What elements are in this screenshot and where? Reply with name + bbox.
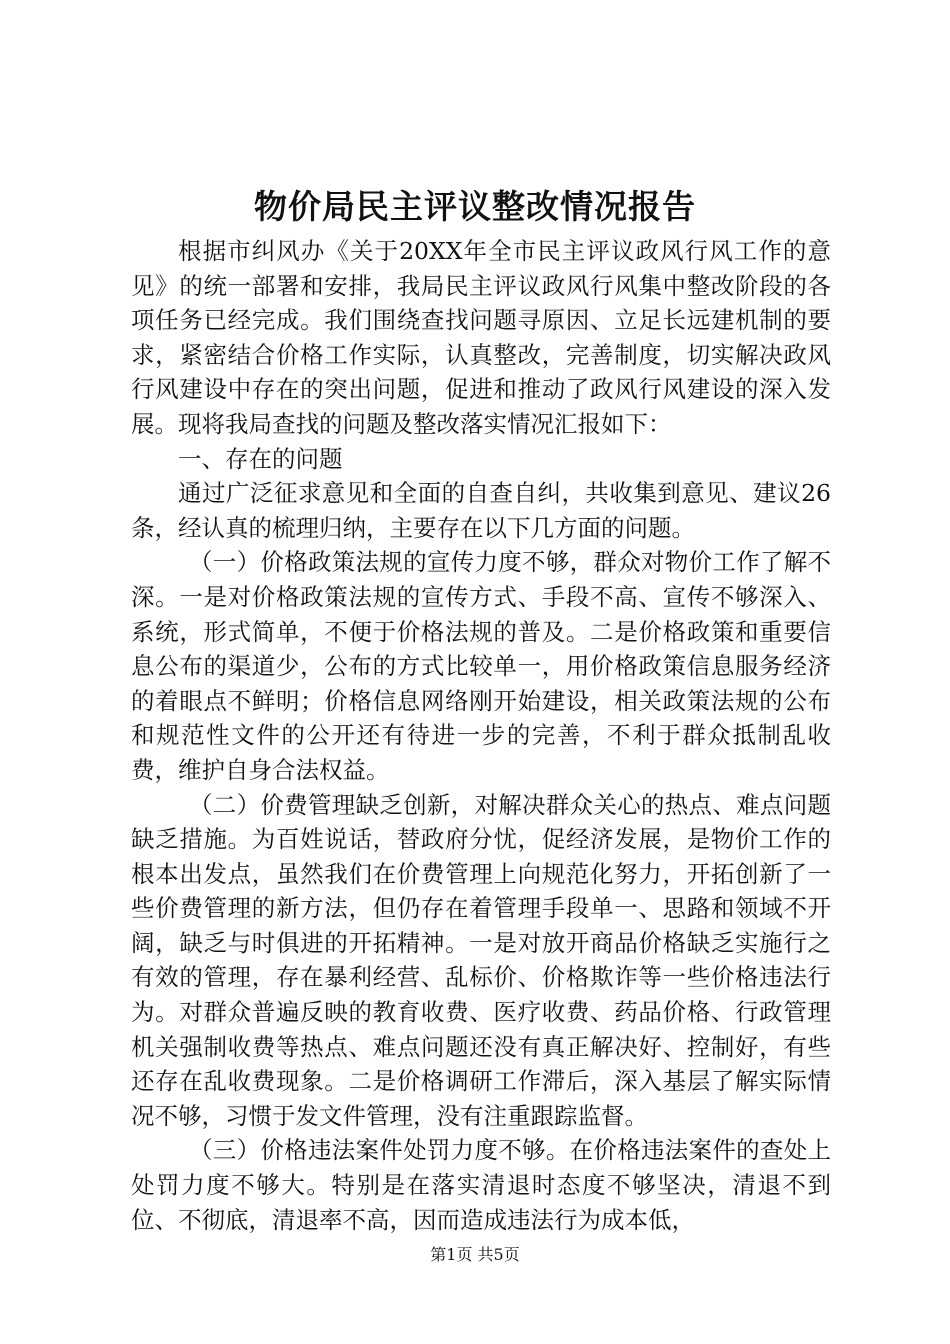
intro-paragraph: 根据市纠风办《关于20XX年全市民主评议政风行风工作的意见》的统一部署和安排，我局民主评议政风行风集中整改阶段的各项任务已经完成。我们围绕查找问题寻原因、立足长远建机制的要求，紧密结合价格工作实际，认真整改，完善制度，切实解决政风行风建设中存在的突出问题，促进和推动了政风行风建设的深入发展。现将我局查找的问题及整改落实情况汇报如下：	[131, 237, 831, 438]
document-title: 物价局民主评议整改情况报告	[254, 187, 696, 226]
document-body	[131, 234, 831, 1237]
problem-paragraph-1: （一）价格政策法规的宣传力度不够，群众对物价工作了解不深。一是对价格政策法规的宣传方式、手段不高、宣传不够深入、系统，形式简单，不便于价格法规的普及。二是价格政策和重要信息公布的渠道少，公布的方式比较单一，用价格政策信息服务经济的着眼点不鲜明；价格信息网络刚开始建设，相关政策法规的公布和规范性文件的公开还有待进一步的完善，不利于群众抵制乱收费，维护自身合法权益。	[131, 548, 831, 784]
page-footer: 第1页 共5页	[430, 1245, 520, 1264]
section-heading-problems: 一、存在的问题	[178, 444, 343, 473]
problem-paragraph-3: （三）价格违法案件处罚力度不够。在价格违法案件的查处上处罚力度不够大。特别是在落实清退时态度不够坚决，清退不到位、不彻底，清退率不高，因而造成违法行为成本低，	[131, 1136, 831, 1234]
problem-paragraph-2: （二）价费管理缺乏创新，对解决群众关心的热点、难点问题缺乏措施。为百姓说话，替政府分忧，促经济发展，是物价工作的根本出发点，虽然我们在价费管理上向规范化努力，开拓创新了一些价费管理的新方法，但仍存在着管理手段单一、思路和领域不开阔，缺乏与时俱进的开拓精神。一是对放开商品价格缺乏实施行之有效的管理，存在暴利经营、乱标价、价格欺诈等一些价格违法行为。对群众普遍反映的教育收费、医疗收费、药品价格、行政管理机关强制收费等热点、难点问题还没有真正解决好、控制好，有些还存在乱收费现象。二是价格调研工作滞后，深入基层了解实际情况不够，习惯于发文件管理，没有注重跟踪监督。	[131, 790, 831, 1130]
summary-paragraph: 通过广泛征求意见和全面的自查自纠，共收集到意见、建议26条，经认真的梳理归纳，主要存在以下几方面的问题。	[131, 479, 831, 542]
